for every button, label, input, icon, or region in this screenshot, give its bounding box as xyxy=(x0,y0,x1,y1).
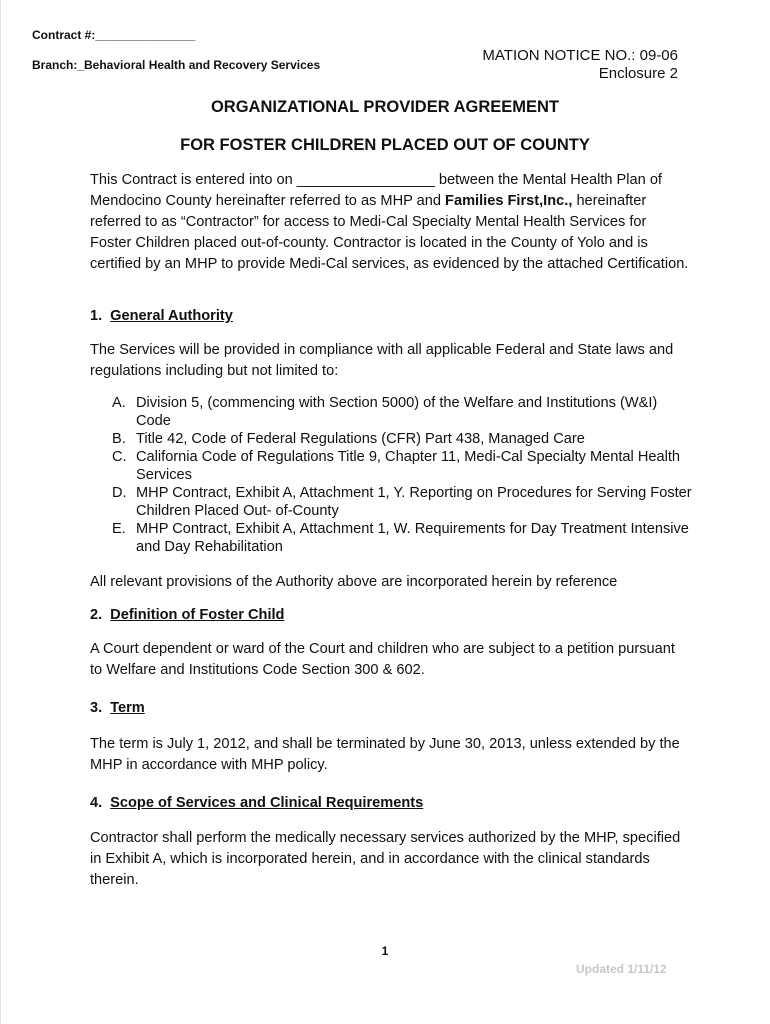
list-text: MHP Contract, Exhibit A, Attachment 1, W. Requirements for Day Treatment Intensive and Day Rehabilitation xyxy=(136,521,689,555)
section-3-heading xyxy=(90,700,145,716)
section-number: 2. xyxy=(90,607,103,623)
section-number: 3. xyxy=(90,700,103,716)
notice-number: MATION NOTICE NO.: 09-06 xyxy=(482,47,678,64)
page-number: 1 xyxy=(381,944,389,958)
authority-list xyxy=(112,394,692,556)
list-item xyxy=(112,520,692,556)
intro-paragraph xyxy=(90,170,690,275)
enclosure-label: Enclosure 2 xyxy=(598,65,678,82)
list-item xyxy=(112,448,692,484)
section-number: 1. xyxy=(90,308,103,324)
list-letter: D. xyxy=(112,485,127,501)
list-letter: B. xyxy=(112,431,126,447)
section-title: Scope of Services and Clinical Requirements xyxy=(110,795,424,811)
contract-number-line: Contract #:_______________ xyxy=(32,28,196,42)
section-number: 4. xyxy=(90,795,103,811)
section-3-body: The term is July 1, 2012, and shall be terminated by June 30, 2013, unless extended by the MHP in accordance with MHP policy. xyxy=(90,736,680,773)
list-item xyxy=(112,484,692,520)
list-letter: E. xyxy=(112,521,126,537)
contractor-name: Families First,Inc., xyxy=(445,193,573,209)
document-subtitle: FOR FOSTER CHILDREN PLACED OUT OF COUNTY xyxy=(180,136,590,154)
section-1-body: The Services will be provided in compliance with all applicable Federal and State laws and regulations including but not limited to: xyxy=(90,342,674,379)
list-item xyxy=(112,394,692,430)
intro-text-2: hereinafter referred to as “Contractor” for access to Medi-Cal Specialty Mental Health Services for Foster Children placed out-of-county. Contractor is located in the County of Yolo and is certified by an MHP to provide Medi-Cal services, as evidenced by the attached Certification. xyxy=(90,193,689,272)
section-2-heading xyxy=(90,607,284,623)
section-4-heading xyxy=(90,795,423,811)
updated-date: Updated 1/11/12 xyxy=(576,962,667,976)
section-title: General Authority xyxy=(110,308,233,324)
section-1-heading xyxy=(90,308,233,324)
list-letter: C. xyxy=(112,449,127,465)
document-title: ORGANIZATIONAL PROVIDER AGREEMENT xyxy=(210,98,560,116)
list-letter: A. xyxy=(112,395,126,411)
section-title: Term xyxy=(110,700,145,716)
list-text: Division 5, (commencing with Section 5000) of the Welfare and Institutions (W&I) Code xyxy=(136,395,658,429)
list-item xyxy=(112,430,692,448)
section-4-body: Contractor shall perform the medically necessary services authorized by the MHP, specified in Exhibit A, which is incorporated herein, and in accordance with the clinical standards therein. xyxy=(90,830,681,888)
list-text: California Code of Regulations Title 9, Chapter 11, Medi-Cal Specialty Mental Health Services xyxy=(136,449,681,483)
list-text: MHP Contract, Exhibit A, Attachment 1, Y. Reporting on Procedures for Serving Foster Children Placed Out- of-County xyxy=(136,485,692,519)
branch-line: Branch:_Behavioral Health and Recovery Services xyxy=(32,58,321,72)
section-title: Definition of Foster Child xyxy=(110,607,285,623)
list-text: Title 42, Code of Federal Regulations (CFR) Part 438, Managed Care xyxy=(136,431,585,447)
intro-text-1: This Contract is entered into on _________________ between the Mental Health Plan of Mendocino County hereinafter referred to as MHP and xyxy=(90,172,662,209)
section-1-closing: All relevant provisions of the Authority above are incorporated herein by reference xyxy=(90,574,618,590)
section-2-body: A Court dependent or ward of the Court and children who are subject to a petition pursuant to Welfare and Institutions Code Section 300 & 602. xyxy=(90,641,675,678)
